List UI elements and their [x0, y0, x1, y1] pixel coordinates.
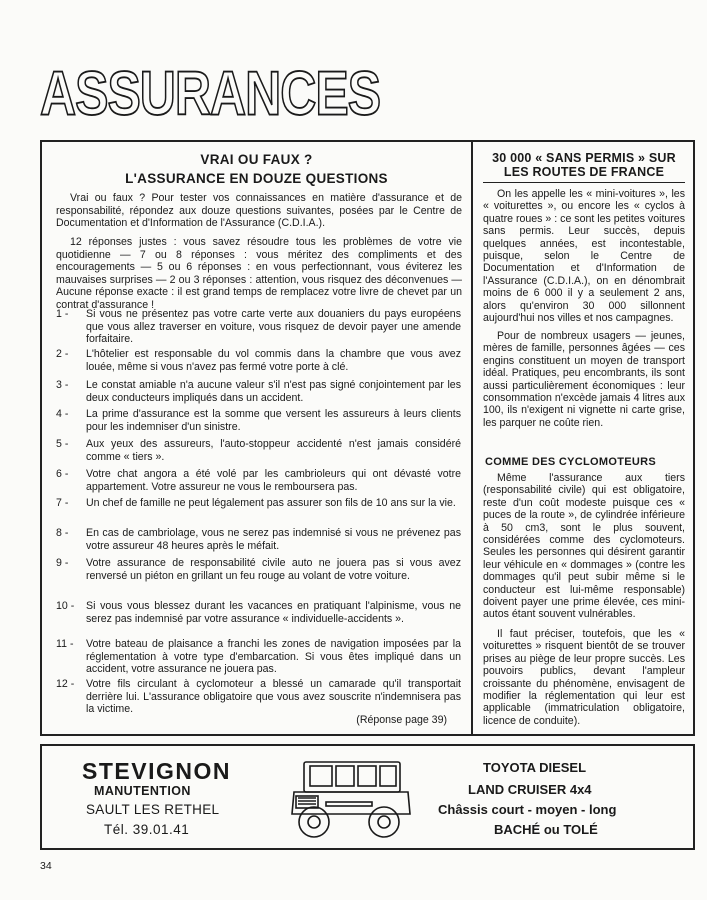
article-paragraph-4: Il faut préciser, toutefois, que les « voiturettes » risquent bientôt de se trouver prises au piège de leur propre succès. Les pouvoirs publics, devant l'ampleur croissante du phénomène, envisagent de modifier la réglementation qui leur est applicable (immatriculation obligatoire, licence de conduite).	[483, 628, 685, 727]
article-paragraph-3: Même l'assurance aux tiers (responsabilité civile) qui est obligatoire, reste d'un coût modeste puisque ces « puces de la route », de cylindrée inférieure à 50 cm3, sont le plus souvent, considérées comme des cyclomoteurs. Seules les personnes qui désirent garantir leur véhicule en « dommages » (contre les dommages qu'il peut subir même si le conducteur est lui-même responsable) doivent payer une prime élevée, ces mini-autos étant souvent vulnérables.	[483, 472, 685, 621]
quiz-box	[40, 140, 473, 736]
quiz-title-line2: L'ASSURANCE EN DOUZE QUESTIONS	[125, 171, 388, 186]
question-number: 3 -	[56, 379, 69, 391]
land-cruiser-illustration	[286, 752, 416, 844]
question-number: 10 -	[56, 600, 75, 612]
ad-model-line2: LAND CRUISER 4x4	[468, 782, 592, 797]
question-number: 7 -	[56, 497, 69, 509]
question-text: Un chef de famille ne peut légalement pas assurer son fils de 10 ans sur la vie.	[86, 497, 456, 509]
answer-reference: (Réponse page 39)	[356, 714, 447, 726]
question-text: La prime d'assurance est la somme que versent les assureurs à leurs clients pour les indemniser d'un sinistre.	[86, 408, 461, 433]
question-text: L'hôtelier est responsable du vol commis dans la chambre que vous avez louée, même si vous n'avez pas fermé votre porte à clé.	[86, 348, 461, 373]
article-title: 30 000 « SANS PERMIS » SUR LES ROUTES DE FRANCE	[483, 151, 685, 183]
question-number: 4 -	[56, 408, 69, 420]
question-number: 5 -	[56, 438, 69, 450]
article-box	[473, 140, 695, 736]
question-text: Votre fils circulant à cyclomoteur a blessé un camarade qu'il transportait derrière lui. L'assurance obligatoire que vous avez souscrite n'indemnisera pas la victime.	[86, 678, 461, 716]
ad-city: SAULT LES RETHEL	[86, 802, 220, 817]
question-text: Aux yeux des assureurs, l'auto-stoppeur accidenté n'est jamais considéré comme « tiers ».	[86, 438, 461, 463]
ad-telephone: Tél. 39.01.41	[104, 822, 190, 837]
quiz-intro-2: 12 réponses justes : vous savez résoudre tous les problèmes de votre vie quotidienne — 7 ou 8 réponses : vous méritez des compliments et des encouragements — 5 ou 6 réponses : en vous perfectionnant, vous éviterez les mauvaises surprises — 2 ou 3 réponses : attention, vous risquez des déconvenues — Aucune réponse exacte : il est grand temps de remplacez votre livre de chevet par un contrat d'assurance !	[56, 236, 462, 311]
page-number: 34	[40, 860, 52, 872]
question-number: 9 -	[56, 557, 69, 569]
question-text: Votre chat angora a été volé par les cambrioleurs qui ont dévasté votre appartement. Votre assureur ne vous le remboursera pas.	[86, 468, 461, 493]
question-number: 1 -	[56, 308, 69, 320]
advertisement	[40, 744, 695, 850]
quiz-intro-1: Vrai ou faux ? Pour tester vos connaissances en matière d'assurance et de responsabilité, répondez aux douze questions suivantes, posées par le Centre de Documentation et d'Information de l'Assurance (C.D.I.A.).	[56, 192, 462, 230]
article-subheading: COMME DES CYCLOMOTEURS	[485, 456, 656, 468]
ad-brand: STEVIGNON	[82, 758, 231, 784]
question-text: Votre assurance de responsabilité civile auto ne jouera pas si vous avez renversé un piéton en grillant un feu rouge au volant de votre voiture.	[86, 557, 461, 582]
question-number: 6 -	[56, 468, 69, 480]
question-text: Si vous vous blessez durant les vacances en pratiquant l'alpinisme, vous ne serez pas indemnisé par votre assurance « individuelle-accidents ».	[86, 600, 461, 625]
question-number: 12 -	[56, 678, 75, 690]
ad-subtitle: MANUTENTION	[94, 784, 191, 798]
question-text: En cas de cambriolage, vous ne serez pas indemnisé si vous ne prévenez pas votre assureur 48 heures après le méfait.	[86, 527, 461, 552]
section-masthead: ASSURANCES	[40, 58, 381, 129]
ad-model-line3: Châssis court - moyen - long	[438, 802, 617, 817]
ad-model-line1: TOYOTA DIESEL	[483, 760, 587, 775]
question-text: Votre bateau de plaisance a franchi les zones de navigation imposées par la réglementation à votre type d'embarcation. Si vous êtes impliqué dans un accident, votre assurance ne jouera pas.	[86, 638, 461, 676]
article-paragraph-1: On les appelle les « mini-voitures », les « voiturettes », ou encore les « cyclos à quatre roues » : ce sont les petites voitures sans permis. Leur succès, depuis quelques années, est incontestable, puisque, selon le Centre de Documentation et d'Information de l'Assurance (C.D.I.A.), on en dénombrait moins de 6 000 il y a seulement 2 ans, alors qu'environ 30 000 sillonnent aujourd'hui nos villes et nos campagnes.	[483, 188, 685, 325]
question-number: 8 -	[56, 527, 69, 539]
question-text: Le constat amiable n'a aucune valeur s'il n'est pas signé conjointement par les deux conducteurs impliqués dans un accident.	[86, 379, 461, 404]
article-paragraph-2: Pour de nombreux usagers — jeunes, mères de famille, personnes âgées — ces engins constituent un moyen de transport idéal. Pratiques, peu encombrants, ils sont aussi particulièrement économiques : leur consommation n'excède jamais 4 litres aux 100, ils n'exigent ni vignette ni carte grise, les parquer ne coûte rien.	[483, 330, 685, 429]
ad-model-line4: BACHÉ ou TOLÉ	[494, 822, 598, 837]
quiz-title-line1: VRAI OU FAUX ?	[200, 152, 313, 167]
question-number: 2 -	[56, 348, 69, 360]
question-text: Si vous ne présentez pas votre carte verte aux douaniers du pays européens que vous allez traverser en voiture, vous risquez de devoir payer une amende forfaitaire.	[86, 308, 461, 346]
question-number: 11 -	[56, 638, 74, 650]
